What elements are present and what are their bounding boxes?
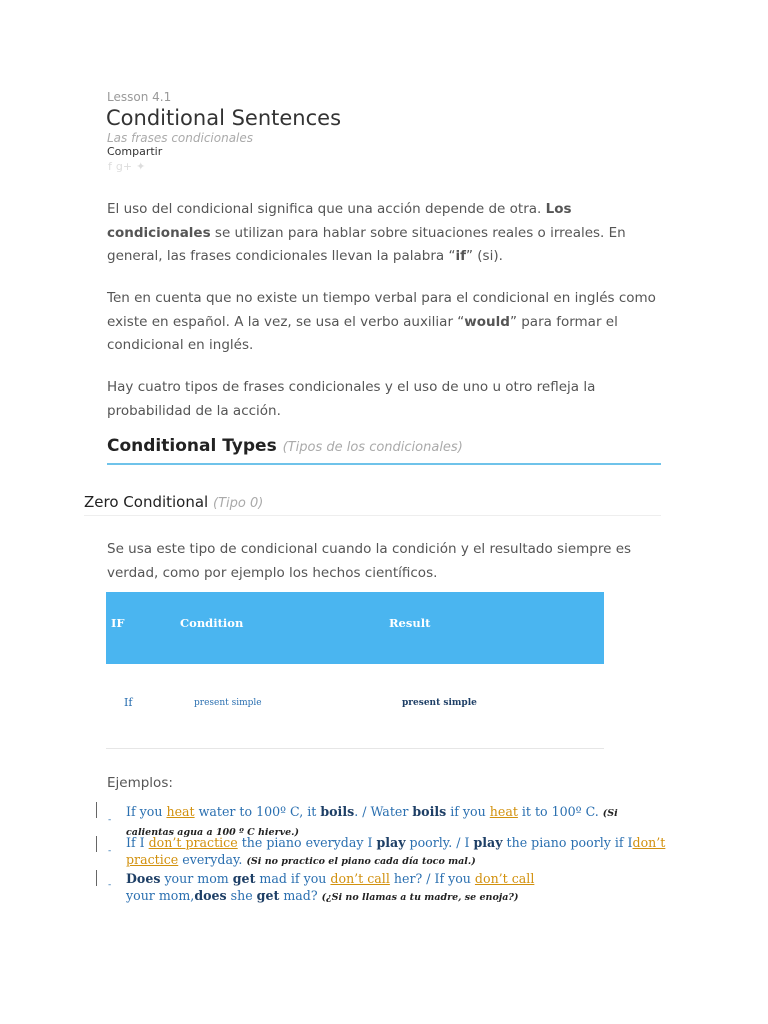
- example-sentence-2: If I don’t practice the piano everyday I play poorly. / I play the piano poorly if Idon’t practice everyday. (Si no practico el piano cada día toco mal.): [126, 835, 666, 867]
- table-header-result: Result: [389, 616, 431, 630]
- table-header-if: IF: [111, 616, 125, 630]
- list-bullet: -: [108, 846, 112, 856]
- example-translation: (Si no practico el piano cada día toco mal.): [246, 856, 476, 867]
- conditional-types-subtitle: (Tipos de los condicionales): [282, 440, 463, 455]
- zero-conditional-description: Se usa este tipo de condicional cuando la condición y el resultado siempre es verdad, como por ejemplo los hechos científicos.: [107, 541, 632, 581]
- page-title: Conditional Sentences: [106, 106, 342, 130]
- example-translation: (Si calientas agua a 100 º C hierve.): [126, 808, 618, 838]
- google-plus-icon[interactable]: g+: [115, 160, 133, 173]
- intro-paragraph-2: Ten en cuenta que no existe un tiempo verbal para el condicional en inglés como existe en español. A la vez, se usa el verbo auxiliar “would” para formar el condicional en inglés.: [107, 290, 656, 353]
- list-bullet: -: [108, 815, 112, 825]
- table-bottom-rule: [106, 748, 604, 749]
- example-translation: (¿Si no llamas a tu madre, se enoja?): [321, 892, 519, 903]
- facebook-icon[interactable]: f: [108, 160, 112, 173]
- example-sentence-1: If you heat water to 100º C, it boils. / Water boils if you heat it to 100º C. (Si calientas agua a 100 º C hierve.): [126, 804, 618, 838]
- share-label: Compartir: [107, 145, 163, 158]
- zero-conditional-heading: Zero Conditional (Tipo 0): [84, 493, 264, 511]
- subsection-divider: [84, 515, 661, 516]
- lesson-number: Lesson 4.1: [107, 90, 172, 104]
- page-subtitle: Las frases condicionales: [107, 131, 254, 145]
- intro-paragraph-1: El uso del condicional significa que una acción depende de otra. Los condicionales se utilizan para hablar sobre situaciones reales o irreales. En general, las frases condicionales llevan la palabra “if” (si).: [107, 201, 626, 264]
- zero-conditional-subtitle: (Tipo 0): [213, 496, 264, 511]
- conditional-types-heading: Conditional Types (Tipos de los condicionales): [107, 436, 463, 456]
- list-bullet: -: [108, 880, 112, 890]
- table-cell-result: present simple: [402, 698, 477, 708]
- example-sentence-3: Does your mom get mad if you don’t call her? / If you don’t call your mom,does she get mad? (¿Si no llamas a tu madre, se enoja?): [126, 871, 535, 903]
- table-cell-condition: present simple: [194, 698, 262, 708]
- list-marker: [96, 836, 97, 852]
- table-cell-if: If: [124, 696, 133, 709]
- examples-label: Ejemplos:: [107, 775, 173, 791]
- list-marker: [96, 870, 97, 886]
- intro-paragraph-3: Hay cuatro tipos de frases condicionales y el uso de uno u otro refleja la probabilidad de la acción.: [107, 379, 596, 419]
- table-header-condition: Condition: [180, 616, 244, 630]
- section-divider: [107, 463, 661, 465]
- share-icons: [108, 160, 149, 173]
- list-marker: [96, 802, 97, 818]
- conditional-table-header: [106, 592, 604, 664]
- twitter-icon[interactable]: ✦: [136, 160, 146, 173]
